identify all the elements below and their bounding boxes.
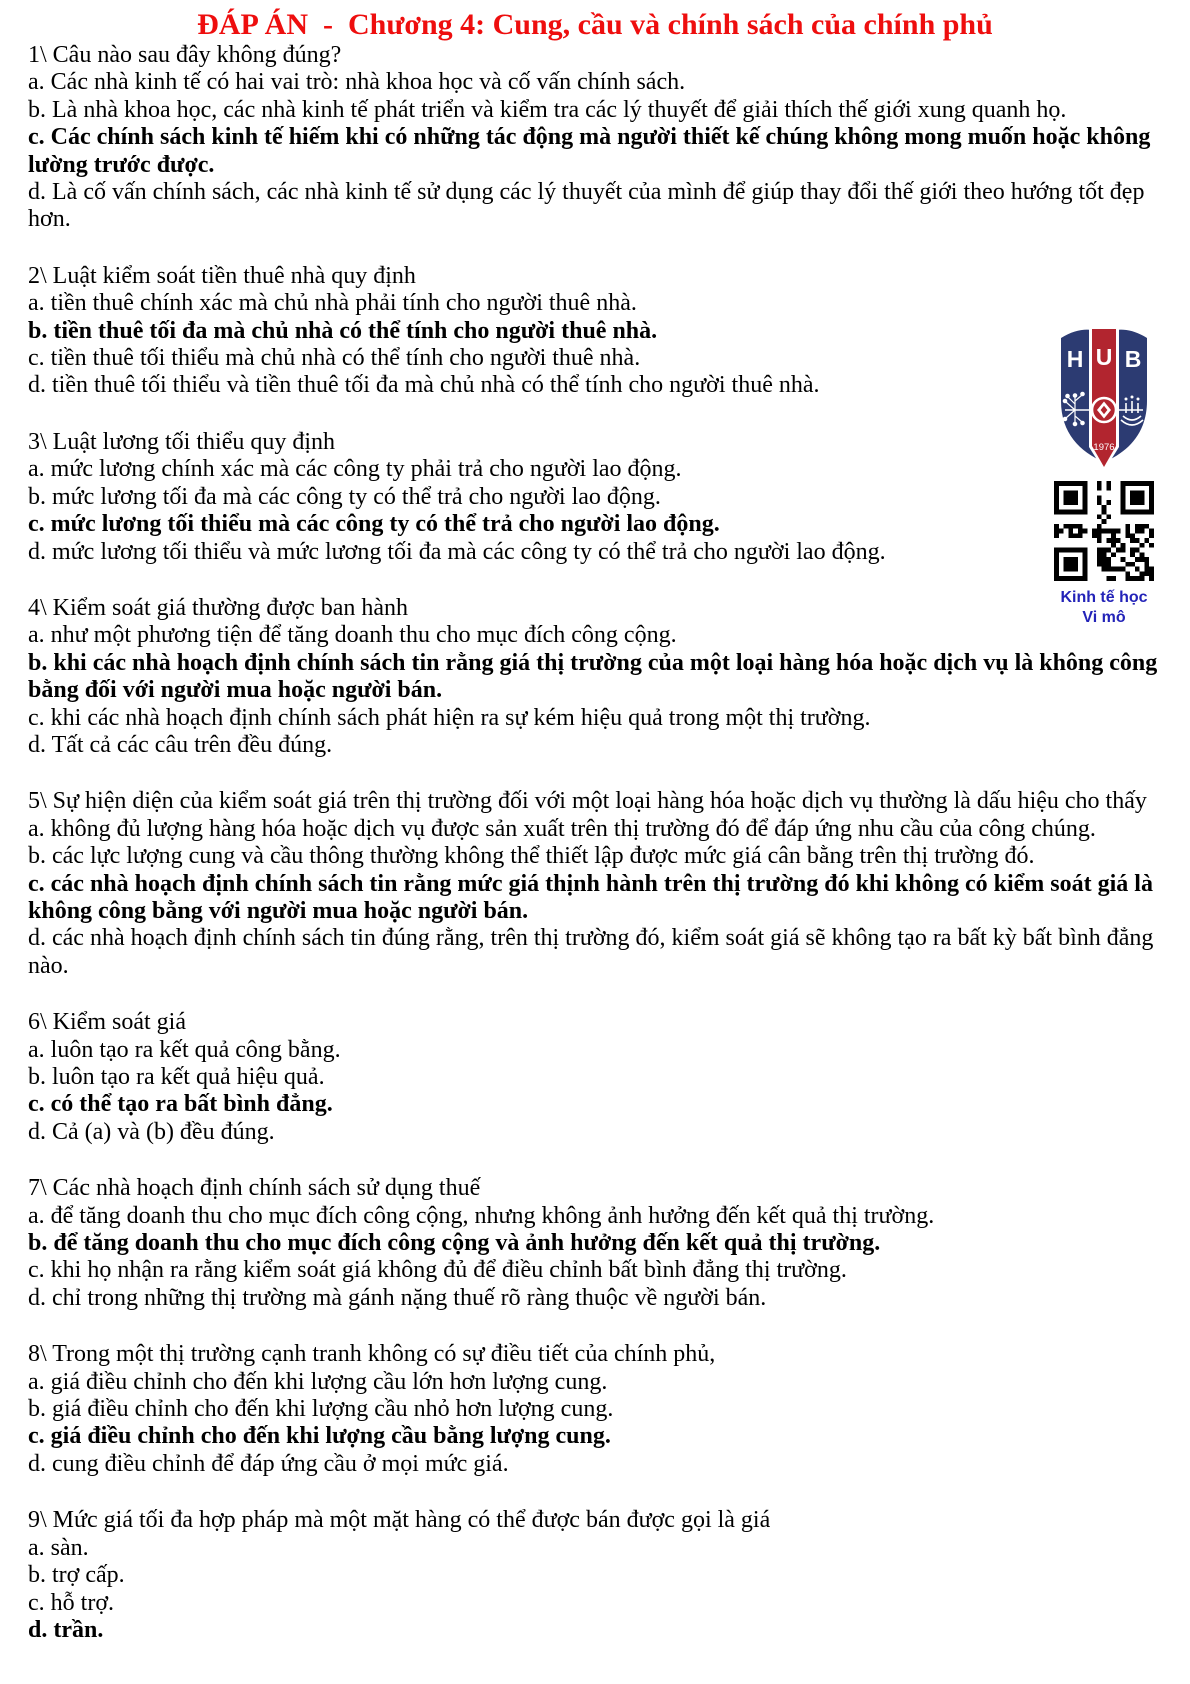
question-3 [28,429,1164,566]
qr-caption [1048,588,1160,628]
option-d: d. mức lương tối thiểu và mức lương tối đa mà các công ty có thể trả cho người lao động. [28,538,886,565]
question-prompt: 2\ Luật kiểm soát tiền thuê nhà quy định [28,262,416,289]
option-b: b. giá điều chỉnh cho đến khi lượng cầu nhỏ hơn lượng cung. [28,1396,614,1423]
option-b: b. khi các nhà hoạch định chính sách tin rằng giá thị trường của một loại hàng hóa hoặc dịch vụ là không công bằng đối với người mua hoặc người bán. [28,649,1158,704]
option-c: c. các nhà hoạch định chính sách tin rằng mức giá thịnh hành trên thị trường đó khi không có kiểm soát giá là không công bằng với người mua hoặc người bán. [28,870,1153,924]
option-a: a. không đủ lượng hàng hóa hoặc dịch vụ được sản xuất trên thị trường đó để đáp ứng nhu cầu của công chúng. [28,815,1096,842]
qr-code [1048,481,1160,581]
option-c: c. giá điều chỉnh cho đến khi lượng cầu bằng lượng cung. [28,1423,611,1450]
question-prompt: 8\ Trong một thị trường cạnh tranh không có sự điều tiết của chính phủ, [28,1341,716,1368]
option-c: c. tiền thuê tối thiểu mà chủ nhà có thể tính cho người thuê nhà. [28,345,641,372]
option-b: b. trợ cấp. [28,1562,125,1589]
option-c: c. hỗ trợ. [28,1589,115,1616]
question-1 [28,42,1164,234]
option-a: a. giá điều chỉnh cho đến khi lượng cầu lớn hơn lượng cung. [28,1368,608,1395]
question-2 [28,263,1164,400]
question-prompt: 4\ Kiểm soát giá thường được ban hành [28,594,408,621]
option-b: b. mức lương tối đa mà các công ty có thể trả cho người lao động. [28,483,661,510]
hub-university-logo [1048,321,1160,471]
page-title: ĐÁP ÁN - Chương 4: Cung, cầu và chính sách của chính phủ [197,8,993,41]
branding-panel [1048,321,1160,628]
question-prompt: 6\ Kiểm soát giá [28,1009,186,1036]
caption-line-2: Vi mô [1082,609,1126,626]
option-b: b. luôn tạo ra kết quả hiệu quả. [28,1064,325,1090]
question-7 [28,1175,1164,1312]
question-prompt: 1\ Câu nào sau đây không đúng? [28,42,342,68]
logo-letter-h: H [1066,346,1084,372]
question-6 [28,1009,1164,1146]
option-b: b. các lực lượng cung và cầu thông thường không thể thiết lập được mức giá cân bằng trên thị trường đó. [28,843,1035,870]
coin-diamond-icon [1092,398,1116,422]
question-prompt: 9\ Mức giá tối đa hợp pháp mà một mặt hàng có thể được bán được gọi là giá [28,1507,771,1534]
option-c: c. có thể tạo ra bất bình đẳng. [28,1091,333,1118]
option-b: b. để tăng doanh thu cho mục đích công cộng và ảnh hưởng đến kết quả thị trường. [28,1230,881,1257]
option-d: d. trần. [28,1616,104,1643]
question-5 [28,788,1164,980]
option-a: a. luôn tạo ra kết quả công bằng. [28,1036,341,1063]
question-4 [28,595,1164,759]
option-a: a. để tăng doanh thu cho mục đích công cộng, nhưng không ảnh hưởng đến kết quả thị trường. [28,1202,935,1229]
option-c: c. khi các nhà hoạch định chính sách phát hiện ra sự kém hiệu quả trong một thị trường. [28,704,871,731]
option-c: c. khi họ nhận ra rằng kiểm soát giá không đủ để điều chỉnh bất bình đẳng thị trường. [28,1257,847,1284]
option-d: d. chỉ trong những thị trường mà gánh nặng thuế rõ ràng thuộc về người bán. [28,1284,767,1311]
option-d: d. Tất cả các câu trên đều đúng. [28,731,333,758]
question-prompt: 3\ Luật lương tối thiểu quy định [28,428,336,455]
option-c: c. mức lương tối thiểu mà các công ty có thể trả cho người lao động. [28,511,720,538]
logo-year: 1976 [1093,442,1115,453]
option-d: d. cung điều chỉnh để đáp ứng cầu ở mọi mức giá. [28,1450,509,1477]
option-a: a. mức lương chính xác mà các công ty phải trả cho người lao động. [28,456,682,483]
option-a: a. tiền thuê chính xác mà chủ nhà phải tính cho người thuê nhà. [28,290,637,317]
option-a: a. sàn. [28,1534,89,1561]
option-d: d. các nhà hoạch định chính sách tin đúng rằng, trên thị trường đó, kiểm soát giá sẽ không tạo ra bất kỳ bất bình đẳng nào. [28,925,1154,979]
question-9 [28,1507,1164,1644]
logo-letter-b: B [1124,346,1142,372]
option-b: b. tiền thuê tối đa mà chủ nhà có thể tính cho người thuê nhà. [28,317,658,344]
option-d: d. tiền thuê tối thiểu và tiền thuê tối đa mà chủ nhà có thể tính cho người thuê nhà. [28,372,820,399]
question-prompt: 5\ Sự hiện diện của kiểm soát giá trên thị trường đối với một loại hàng hóa hoặc dịch vụ thường là dấu hiệu cho thấy [28,788,1147,815]
option-c: c. Các chính sách kinh tế hiếm khi có những tác động mà người thiết kế chúng không mong muốn hoặc không lường trước được. [28,124,1151,178]
logo-letter-u: U [1095,344,1113,370]
question-prompt: 7\ Các nhà hoạch định chính sách sử dụng thuế [28,1175,481,1202]
option-d: d. Là cố vấn chính sách, các nhà kinh tế sử dụng các lý thuyết của mình để giúp thay đổi thế giới theo hướng tốt đẹp hơn. [28,179,1145,233]
option-a: a. Các nhà kinh tế có hai vai trò: nhà khoa học và cố vấn chính sách. [28,69,686,96]
quiz-content [28,42,1164,1644]
question-8 [28,1341,1164,1478]
option-a: a. như một phương tiện để tăng doanh thu cho mục đích công cộng. [28,622,677,649]
option-b: b. Là nhà khoa học, các nhà kinh tế phát triển và kiểm tra các lý thuyết để giải thích thế giới xung quanh họ. [28,96,1067,123]
caption-line-1: Kinh tế học [1060,589,1148,606]
option-d: d. Cả (a) và (b) đều đúng. [28,1118,275,1145]
